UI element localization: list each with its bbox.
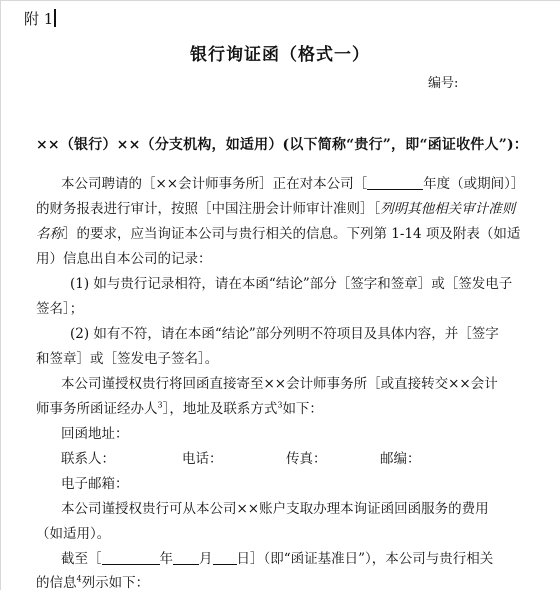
auth-line1: 本公司谨授权贵行将回函直接寄至××会计师事务所［或直接转交××会计 [61,376,498,392]
page-top-border [0,0,560,1]
contact-person-label: 联系人： [61,451,115,467]
return-address-label: 回函地址： [61,426,129,442]
item2-line1: (2) 如有不符，请在本函“结论”部分列明不符项目及具体内容，并［签字 [70,326,499,342]
auth-line2 [36,397,323,417]
para1-line1-c: ］ [510,176,525,192]
cutoff-day: 日］（即“函证基准日”），本公司与贵行相关 [236,551,494,567]
phone-label: 电话： [182,451,223,467]
appendix-label[interactable] [24,8,56,29]
fill-blank-year [367,175,423,190]
fill-blank-month [173,550,199,565]
fee-line2: （如适用）。 [36,526,111,542]
para1-line3-italic: 名称 [36,226,63,242]
item1-line2: 签名］； [36,301,84,317]
para1-line1-b: 年度（或期间） [423,176,511,192]
email-label: 电子邮箱： [61,476,129,492]
footnote-mark: 4 [76,574,82,584]
cutoff-line2-a: 的信息 [36,575,77,591]
cutoff-line2-b: 列示如下： [81,575,150,591]
cutoff-year: 年 [159,551,173,567]
para1-line1 [61,172,524,192]
para1-line1-a: 本公司聘请的［××会计师事务所］正在对本公司［ [61,176,368,192]
appendix-text: 附 1 [24,10,54,28]
item1-line1: (1) 如与贵行记录相符，请在本函“结论”部分［签字和签章］或［签发电子 [70,276,513,292]
document-title: 银行询证函（格式一） [190,45,370,65]
fax-label: 传真： [286,451,327,467]
cutoff-line2 [36,571,149,591]
para1-line2 [36,197,515,217]
cutoff-a: 截至［ [61,551,102,567]
item2-line2: 和签章］或［签发电子签名］。 [36,351,219,367]
fee-line1: 本公司谨授权贵行可从本公司××账户支取办理本询证函回函服务的费用 [61,501,489,517]
footnote-mark: 3 [277,400,283,410]
cutoff-line1 [61,547,493,567]
auth-line2-c: 如下： [282,401,323,417]
para1-line2-a: 的财务报表进行审计，按照［中国注册会计师审计准则］［ [36,201,381,217]
para1-line4: 用）信息出自本公司的记录： [36,251,212,267]
para1-line3-b: ］的要求，应当询证本公司与贵行相关的信息。下列第 1-14 项及附表（如适 [63,226,521,242]
fill-blank-day [213,550,237,565]
cutoff-month: 月 [199,551,213,567]
addressee-line: ××（银行）××（分支机构，如适用）(以下简称“贵行”，即“函证收件人”)： [36,137,528,153]
footnote-mark: 3 [157,400,163,410]
para1-line3 [36,222,520,242]
fill-blank-year [102,550,160,565]
postcode-label: 邮编： [380,451,421,467]
auth-line2-a: 师事务所函证经办人 [36,401,158,417]
auth-line2-b: ］，地址及联系方式 [162,401,278,417]
text-cursor [54,9,56,27]
serial-number-label: 编号: [428,76,459,91]
para1-line2-italic: 列明其他相关审计准则 [380,201,516,217]
page-left-border [0,0,1,590]
